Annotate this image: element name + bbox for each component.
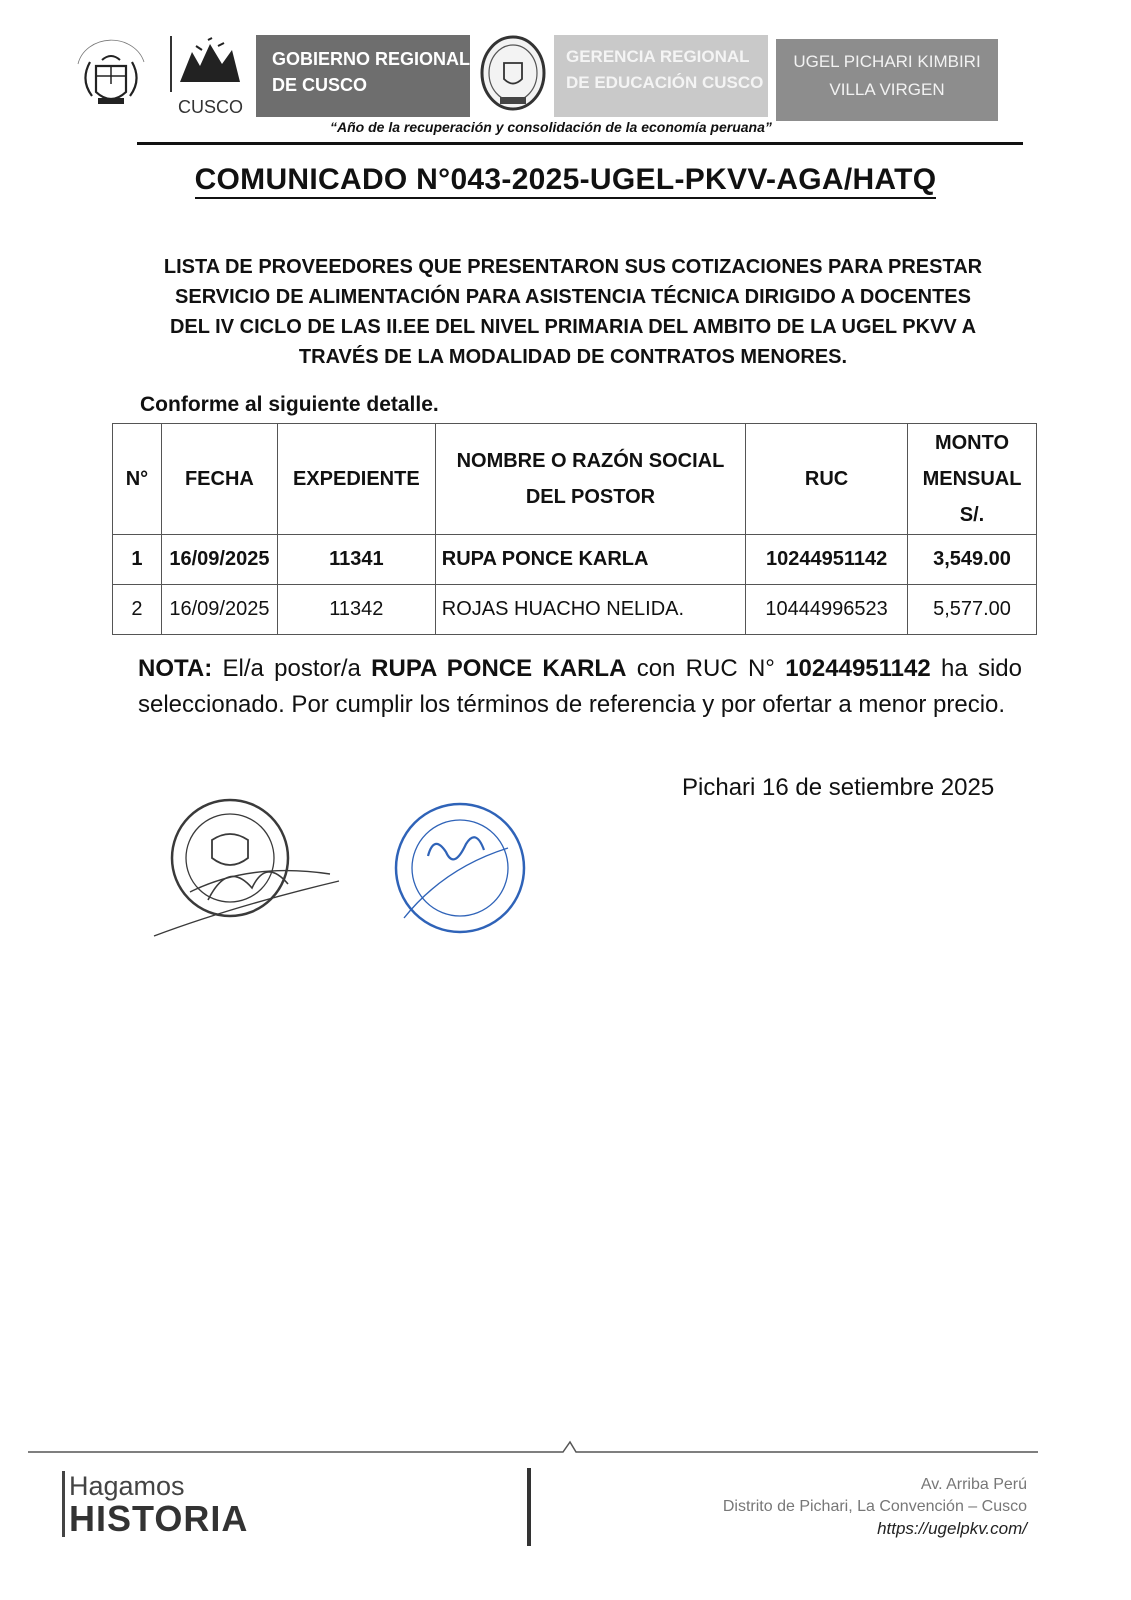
cell-ruc: 10444996523 <box>746 585 908 635</box>
note-label: NOTA: <box>138 655 213 682</box>
gre-seal-icon <box>478 33 548 113</box>
document-title <box>0 163 1131 197</box>
col-header-ruc: RUC <box>746 424 908 535</box>
banner-line: GERENCIA REGIONAL <box>566 47 750 66</box>
intro-text: Conforme al siguiente detalle. <box>140 393 439 416</box>
cusco-logo-text: CUSCO <box>178 97 244 117</box>
cell-n: 2 <box>113 585 162 635</box>
cusco-emblem-icon <box>170 32 248 94</box>
abastecimiento-stamp <box>388 800 533 940</box>
col-header-nombre <box>435 424 745 535</box>
banner-line: DE EDUCACIÓN CUSCO <box>566 73 764 92</box>
note-winner-ruc: 10244951142 <box>785 655 931 682</box>
cell-fecha: 16/09/2025 <box>161 535 277 585</box>
cell-monto: 3,549.00 <box>908 535 1037 585</box>
header-line: S/. <box>959 504 985 526</box>
providers-table <box>112 423 1037 635</box>
banner-line: VILLA VIRGEN <box>829 80 945 99</box>
ugel-banner <box>776 39 998 121</box>
table-row <box>113 535 1037 585</box>
footer-divider <box>28 1432 1038 1462</box>
subtitle-line: TRAVÉS DE LA MODALIDAD DE CONTRATOS MENORES. <box>298 346 848 368</box>
banner-line: DE CUSCO <box>272 75 368 95</box>
gobierno-regional-banner <box>256 35 470 117</box>
cell-monto: 5,577.00 <box>908 585 1037 635</box>
footer-address <box>650 1474 1027 1540</box>
footer-brand <box>62 1471 248 1537</box>
table-header-row <box>113 424 1037 535</box>
footer-separator <box>527 1468 531 1546</box>
col-header-monto <box>908 424 1037 535</box>
year-motto: “Año de la recuperación y consolidación de la economía peruana” <box>330 119 772 135</box>
peru-coat-of-arms-icon <box>66 36 156 116</box>
cell-n: 1 <box>113 535 162 585</box>
place-and-date: Pichari 16 de setiembre 2025 <box>682 774 995 801</box>
selection-note <box>138 651 1022 723</box>
col-header-expediente: EXPEDIENTE <box>277 424 435 535</box>
col-header-fecha: FECHA <box>161 424 277 535</box>
brand-top: Hagamos <box>62 1471 248 1501</box>
subtitle-line: DEL IV CICLO DE LAS II.EE DEL NIVEL PRIMARIA DEL AMBITO DE LA UGEL PKVV A <box>169 316 977 338</box>
col-header-n: N° <box>113 424 162 535</box>
note-text: ha sido seleccionado. Por cumplir los términos de referencia y por ofertar a menor precio. <box>138 655 1023 718</box>
brand-bottom: HISTORIA <box>62 1501 248 1537</box>
address-line: Distrito de Pichari, La Convención – Cusco <box>722 1498 1027 1515</box>
cell-fecha: 16/09/2025 <box>161 585 277 635</box>
header-line: MONTO <box>934 432 1010 454</box>
cell-nombre: RUPA PONCE KARLA <box>435 535 745 585</box>
cell-expediente: 11341 <box>277 535 435 585</box>
note-text: El/a postor/a <box>212 655 372 682</box>
subtitle-line: LISTA DE PROVEEDORES QUE PRESENTARON SUS COTIZACIONES PARA PRESTAR <box>163 256 983 278</box>
cusco-logo <box>170 32 248 117</box>
banner-line: GOBIERNO REGIONAL <box>272 49 471 69</box>
header-line: MENSUAL <box>922 468 1022 490</box>
website-link[interactable]: https://ugelpkv.com/ <box>877 1519 1027 1538</box>
gerencia-regional-banner <box>554 35 768 117</box>
administracion-stamp <box>150 796 350 946</box>
cell-expediente: 11342 <box>277 585 435 635</box>
title-text: COMUNICADO N°043-2025-UGEL-PKVV-AGA/HATQ <box>195 163 937 199</box>
subtitle-line: SERVICIO DE ALIMENTACIÓN PARA ASISTENCIA TÉCNICA DIRIGIDO A DOCENTES <box>175 286 971 308</box>
document-subtitle <box>108 252 1038 372</box>
address-line: Av. Arriba Perú <box>920 1476 1027 1493</box>
cell-nombre: ROJAS HUACHO NELIDA. <box>435 585 745 635</box>
table-row <box>113 585 1037 635</box>
note-text: con RUC N° <box>626 655 786 682</box>
cell-ruc: 10244951142 <box>746 535 908 585</box>
header-divider <box>137 142 1023 145</box>
note-winner-name: RUPA PONCE KARLA <box>371 655 627 682</box>
header-line: NOMBRE O RAZÓN SOCIAL <box>456 450 725 472</box>
banner-line: UGEL PICHARI KIMBIRI <box>793 52 981 71</box>
header-line: DEL POSTOR <box>525 486 656 508</box>
